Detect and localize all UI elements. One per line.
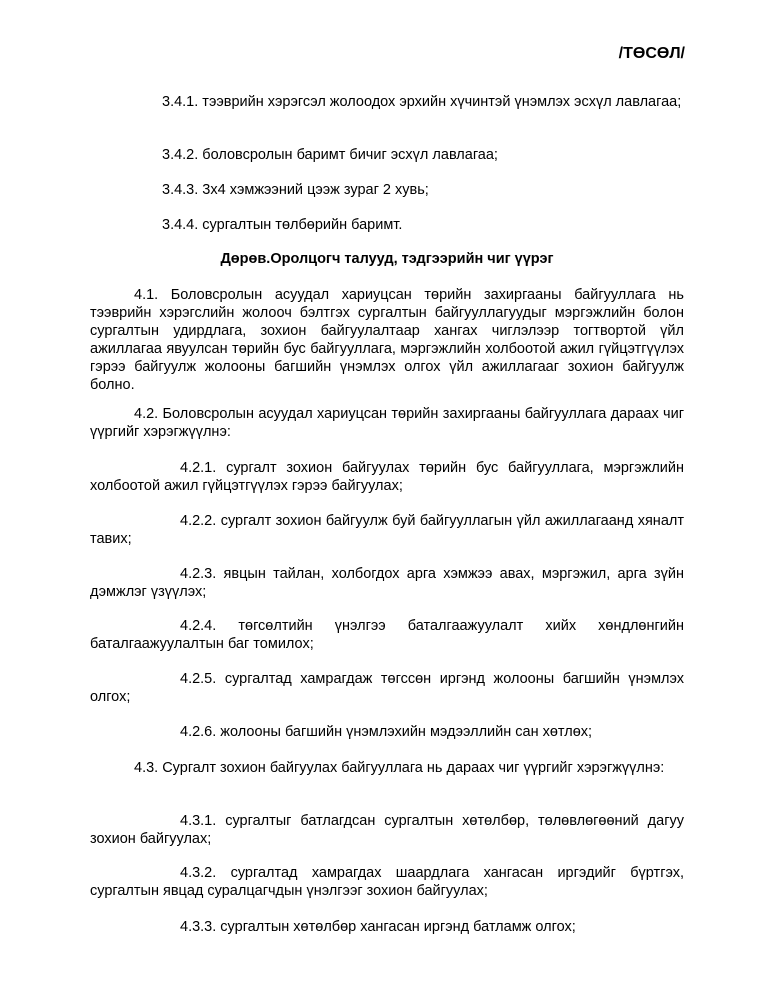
paragraph-4-1: 4.1. Боловсролын асуудал хариуцсан төрийн захиргааны байгууллага нь тээврийн хэрэгслийн жолооч бэлтгэх сургалтын байгууллагуудыг мэргэжлийн болон сургалтын удирдлага, зохион байгуулалтаар хангах чиглэлээр тогтвортой үйл ажиллагаа явуулсан төрийн бус байгууллага, мэргэжлийн холбоотой ажил гүйцэтгүүлэх гэрээ байгуулж жолооны багшийн үнэмлэх олгох үйл ажиллагааг зохион байгуулж болно. [90,287,684,393]
paragraph-3-4-1: 3.4.1. тээврийн хэрэгсэл жолоодох эрхийн хүчинтэй үнэмлэх эсхүл лавлагаа; [162,94,682,110]
paragraph-4-2-1: 4.2.1. сургалт зохион байгуулах төрийн бус байгууллага, мэргэжлийн холбоотой ажил гүйцэтгүүлэх гэрээ байгуулах; [90,460,684,494]
draft-mark: /ТӨСӨЛ/ [618,45,685,62]
paragraph-3-4-3: 3.4.3. 3х4 хэмжээний цээж зураг 2 хувь; [162,182,429,198]
paragraph-4-2-5: 4.2.5. сургалтад хамрагдаж төгссөн иргэнд жолооны багшийн үнэмлэх олгох; [90,671,684,705]
paragraph-4-2: 4.2. Боловсролын асуудал хариуцсан төрийн захиргааны байгууллага дараах чиг үүргийг хэрэгжүүлнэ: [90,406,684,440]
paragraph-4-3: 4.3. Сургалт зохион байгуулах байгууллага нь дараах чиг үүргийг хэрэгжүүлнэ: [134,760,665,776]
paragraph-3-4-4: 3.4.4. сургалтын төлбөрийн баримт. [162,217,403,233]
paragraph-4-2-3: 4.2.3. явцын тайлан, холбогдох арга хэмжээ авах, мэргэжил, арга зүйн дэмжлэг үзүүлэх; [90,566,684,600]
paragraph-4-2-4: 4.2.4. төгсөлтийн үнэлгээ баталгаажуулалт хийх хөндлөнгийн баталгаажуулалтын баг томилох; [90,618,684,652]
paragraph-3-4-2: 3.4.2. боловсролын баримт бичиг эсхүл лавлагаа; [162,147,498,163]
paragraph-4-3-2: 4.3.2. сургалтад хамрагдах шаардлага хангасан иргэдийг бүртгэх, сургалтын явцад суралцагчдын үнэлгээг зохион байгуулах; [90,865,684,899]
paragraph-4-3-3: 4.3.3. сургалтын хөтөлбөр хангасан иргэнд батламж олгох; [180,919,576,935]
paragraph-4-2-2: 4.2.2. сургалт зохион байгуулж буй байгууллагын үйл ажиллагаанд хяналт тавих; [90,513,684,547]
section-4-title: Дөрөв.Оролцогч талууд, тэдгээрийн чиг үүрэг [220,251,554,267]
paragraph-4-2-6: 4.2.6. жолооны багшийн үнэмлэхийн мэдээллийн сан хөтлөх; [180,724,593,740]
paragraph-4-3-1: 4.3.1. сургалтыг батлагдсан сургалтын хөтөлбөр, төлөвлөгөөний дагуу зохион байгуулах; [90,813,684,847]
